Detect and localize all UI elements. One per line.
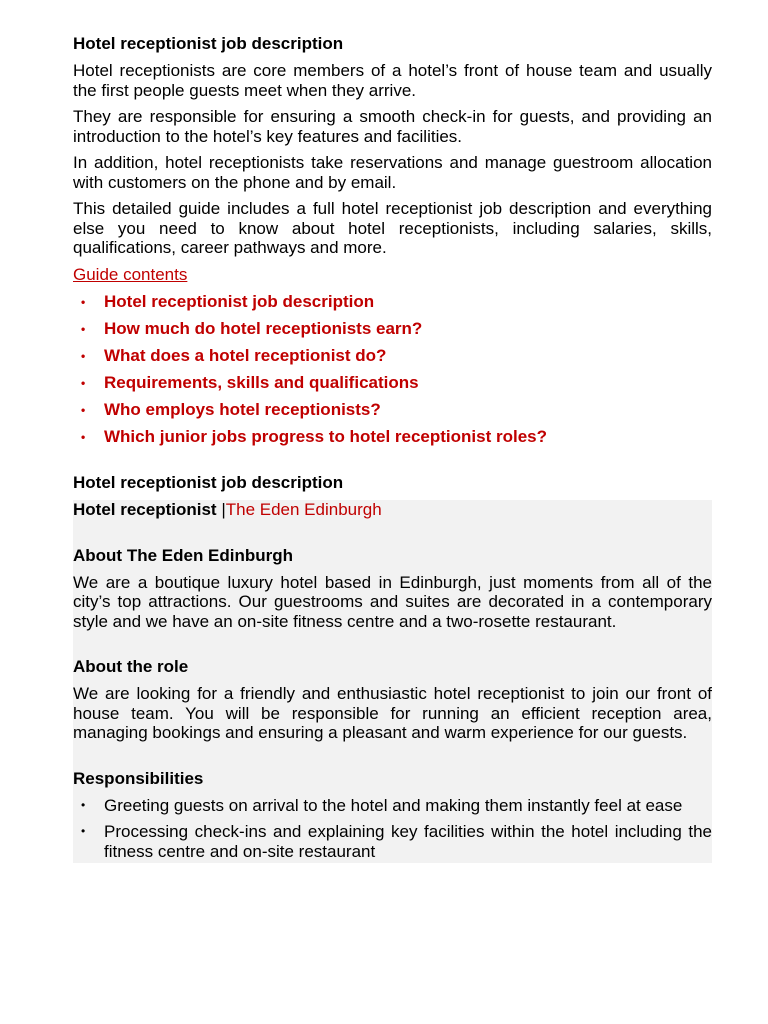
intro-paragraph-1: Hotel receptionists are core members of a hotel’s front of house team and usually the first people guests meet when they arrive.: [73, 61, 712, 100]
job-description-box: [73, 500, 712, 864]
bullet-icon: •: [81, 797, 86, 812]
role-paragraph: We are looking for a friendly and enthusiastic hotel receptionist to join our front of house team. You will be responsible for running an efficient reception area, managing bookings and ensuring a pleasant and warm experience for our guests.: [73, 684, 712, 742]
about-paragraph: We are a boutique luxury hotel based in Edinburgh, just moments from all of the city’s top attractions. Our guestrooms and suites are decorated in a contemporary style and we have an on-site fitness centre and a two-rosette restaurant.: [73, 572, 712, 631]
toc-item-label: Requirements, skills and qualifications: [104, 372, 419, 392]
guide-contents-link[interactable]: Guide contents: [73, 264, 188, 284]
intro-paragraph-2: They are responsible for ensuring a smooth check-in for guests, and providing an introduction to the hotel’s key features and facilities.: [73, 107, 712, 146]
responsibilities-list: [73, 796, 712, 864]
toc-item-label: Who employs hotel receptionists?: [104, 399, 381, 419]
toc-item-label: What does a hotel receptionist do?: [104, 345, 387, 365]
table-of-contents: [73, 292, 712, 447]
toc-item[interactable]: [73, 400, 712, 420]
bullet-icon: •: [81, 429, 86, 444]
toc-item[interactable]: [73, 373, 712, 393]
toc-item[interactable]: [73, 427, 712, 447]
job-title: Hotel receptionist: [73, 499, 217, 519]
spacer: [73, 454, 712, 473]
employer-link[interactable]: The Eden Edinburgh: [225, 499, 382, 519]
section-heading: Hotel receptionist job description: [73, 472, 344, 492]
intro-paragraph-3: In addition, hotel receptionists take reservations and manage guestroom allocation with customers on the phone and by email.: [73, 153, 712, 192]
bullet-icon: •: [81, 321, 86, 336]
document-page: [73, 34, 712, 863]
bullet-icon: •: [81, 824, 86, 838]
list-item-text: Greeting guests on arrival to the hotel and making them instantly feel at ease: [104, 795, 683, 815]
job-title-row: [73, 500, 712, 520]
responsibilities-heading: Responsibilities: [73, 768, 204, 788]
bullet-icon: •: [81, 348, 86, 363]
bullet-icon: •: [81, 294, 86, 309]
toc-item[interactable]: [73, 346, 712, 366]
intro-paragraph-4: This detailed guide includes a full hotel receptionist job description and everything else you need to know about hotel receptionists, including salaries, skills, qualifications, career pathways and more.: [73, 199, 712, 257]
spacer: [73, 638, 712, 657]
role-heading: About the role: [73, 657, 189, 676]
list-item: [73, 822, 712, 863]
spacer: [73, 750, 712, 769]
about-heading: About The Eden Edinburgh: [73, 545, 294, 565]
title-separator: |: [216, 499, 226, 519]
section-heading: Hotel receptionist job description: [73, 34, 344, 53]
bullet-icon: •: [81, 402, 86, 417]
toc-item-label: Hotel receptionist job description: [104, 291, 375, 311]
list-item-text: Processing check-ins and explaining key facilities within the hotel including the fitness centre and on-site restaurant: [104, 822, 712, 861]
toc-item-label: How much do hotel receptionists earn?: [104, 318, 423, 338]
toc-item[interactable]: [73, 319, 712, 339]
bullet-icon: •: [81, 375, 86, 390]
list-item: [73, 796, 712, 816]
toc-item-label: Which junior jobs progress to hotel receptionist roles?: [104, 426, 547, 446]
spacer: [73, 527, 712, 546]
toc-item[interactable]: [73, 292, 712, 312]
